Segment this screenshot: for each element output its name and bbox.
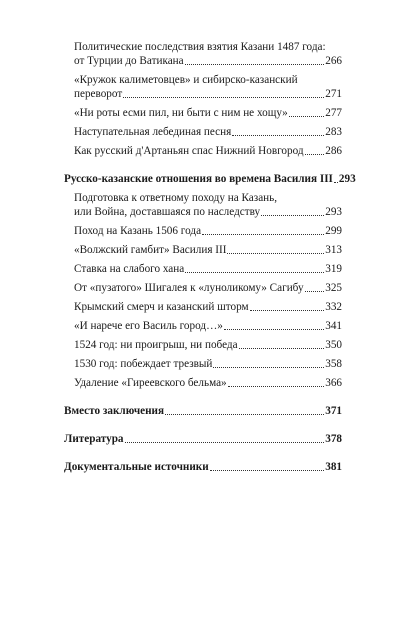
toc-entry-page: 277 [325, 107, 342, 119]
toc-entry [74, 338, 342, 352]
dot-leader [227, 253, 324, 254]
toc-section [64, 172, 356, 186]
toc-section-title: Русско-казанские отношения во времена Василия III [64, 173, 333, 185]
toc-section-page: 371 [325, 405, 342, 417]
toc-entry [74, 224, 342, 238]
dot-leader [210, 470, 325, 471]
toc-entry-title-line2: от Турции до Ватикана [74, 55, 184, 67]
toc-entry-page: 341 [325, 320, 342, 332]
toc-entry [74, 144, 342, 158]
dot-leader [250, 310, 325, 311]
toc-entry-title-line1: Политические последствия взятия Казани 1487 года: [74, 41, 326, 53]
toc-entry-page: 283 [325, 126, 342, 138]
toc-section-page: 293 [338, 173, 356, 185]
toc-entry-page: 286 [325, 145, 342, 157]
dot-leader [289, 116, 324, 117]
dot-leader [228, 386, 325, 387]
toc-entry-title: Крымский смерч и казанский шторм [74, 301, 249, 313]
toc-entry-title: Как русский д'Артаньян спас Нижний Новгород [74, 145, 304, 157]
toc-entry-page: 358 [325, 358, 342, 370]
toc-entry-page: 313 [325, 244, 342, 256]
toc-entry-page: 332 [325, 301, 342, 313]
toc-entry-title-line2: переворот [74, 88, 123, 100]
toc-entry [74, 243, 342, 257]
toc-section-page: 378 [325, 433, 342, 445]
dot-leader [123, 97, 324, 98]
toc-entry-page: 271 [325, 88, 342, 100]
toc-entry-title: «Волжский гамбит» Василия III [74, 244, 227, 256]
toc-section [64, 460, 342, 474]
toc-entry-title: «И нарече его Василь город…» [74, 320, 223, 332]
dot-leader [224, 329, 324, 330]
dot-leader [185, 272, 324, 273]
toc-entry [74, 262, 342, 276]
toc-entry-title: Поход на Казань 1506 года [74, 225, 202, 237]
toc-entry-page: 293 [325, 206, 342, 218]
toc-entry-title: От «пузатого» Шигалея к «луноликому» Сагибу [74, 282, 304, 294]
toc-entry-title: 1524 год: ни проигрыш, ни победа [74, 339, 238, 351]
toc-entry-title-line1: Подготовка к ответному походу на Казань, [74, 192, 278, 204]
dot-leader [165, 414, 324, 415]
toc-entry [74, 73, 342, 101]
dot-leader [213, 367, 324, 368]
toc-section-title: Вместо заключения [64, 405, 165, 417]
toc-section-page: 381 [325, 461, 342, 473]
toc-entry-title: Ставка на слабого хана [74, 263, 185, 275]
toc-entry [74, 357, 342, 371]
toc-entry-page: 366 [325, 377, 342, 389]
toc-entry [74, 106, 342, 120]
toc-section-title: Документальные источники [64, 461, 209, 473]
toc-entry [74, 300, 342, 314]
toc-section [64, 404, 342, 418]
dot-leader [125, 442, 325, 443]
toc-entry-title-line1: «Кружок калиметовцев» и сибирско-казанский [74, 74, 298, 86]
toc-entry-title: 1530 год: побеждает трезвый [74, 358, 213, 370]
dot-leader [261, 215, 324, 216]
toc-entry-title-line2: или Война, доставшаяся по наследству [74, 206, 261, 218]
toc-entry-title: «Ни роты есми пил, ни быти с ним не хощу» [74, 107, 288, 119]
dot-leader [239, 348, 325, 349]
toc-entry [74, 376, 342, 390]
toc-entry-page: 325 [325, 282, 342, 294]
toc-entry [74, 191, 342, 219]
dot-leader [305, 154, 325, 155]
toc-entry [74, 125, 342, 139]
toc-section [64, 432, 342, 446]
dot-leader [232, 135, 324, 136]
toc-entry-title: Удаление «Гиреевского бельма» [74, 377, 227, 389]
table-of-contents [64, 40, 356, 474]
toc-entry-page: 266 [325, 55, 342, 67]
toc-entry-page: 319 [325, 263, 342, 275]
toc-entry [74, 281, 342, 295]
toc-entry [74, 319, 342, 333]
toc-entry [74, 40, 342, 68]
dot-leader [305, 291, 325, 292]
toc-entry-title: Наступательная лебединая песня [74, 126, 232, 138]
dot-leader [185, 64, 325, 65]
toc-entry-page: 299 [325, 225, 342, 237]
dot-leader [202, 234, 324, 235]
toc-entry-page: 350 [325, 339, 342, 351]
dot-leader [334, 182, 338, 183]
toc-section-title: Литература [64, 433, 124, 445]
